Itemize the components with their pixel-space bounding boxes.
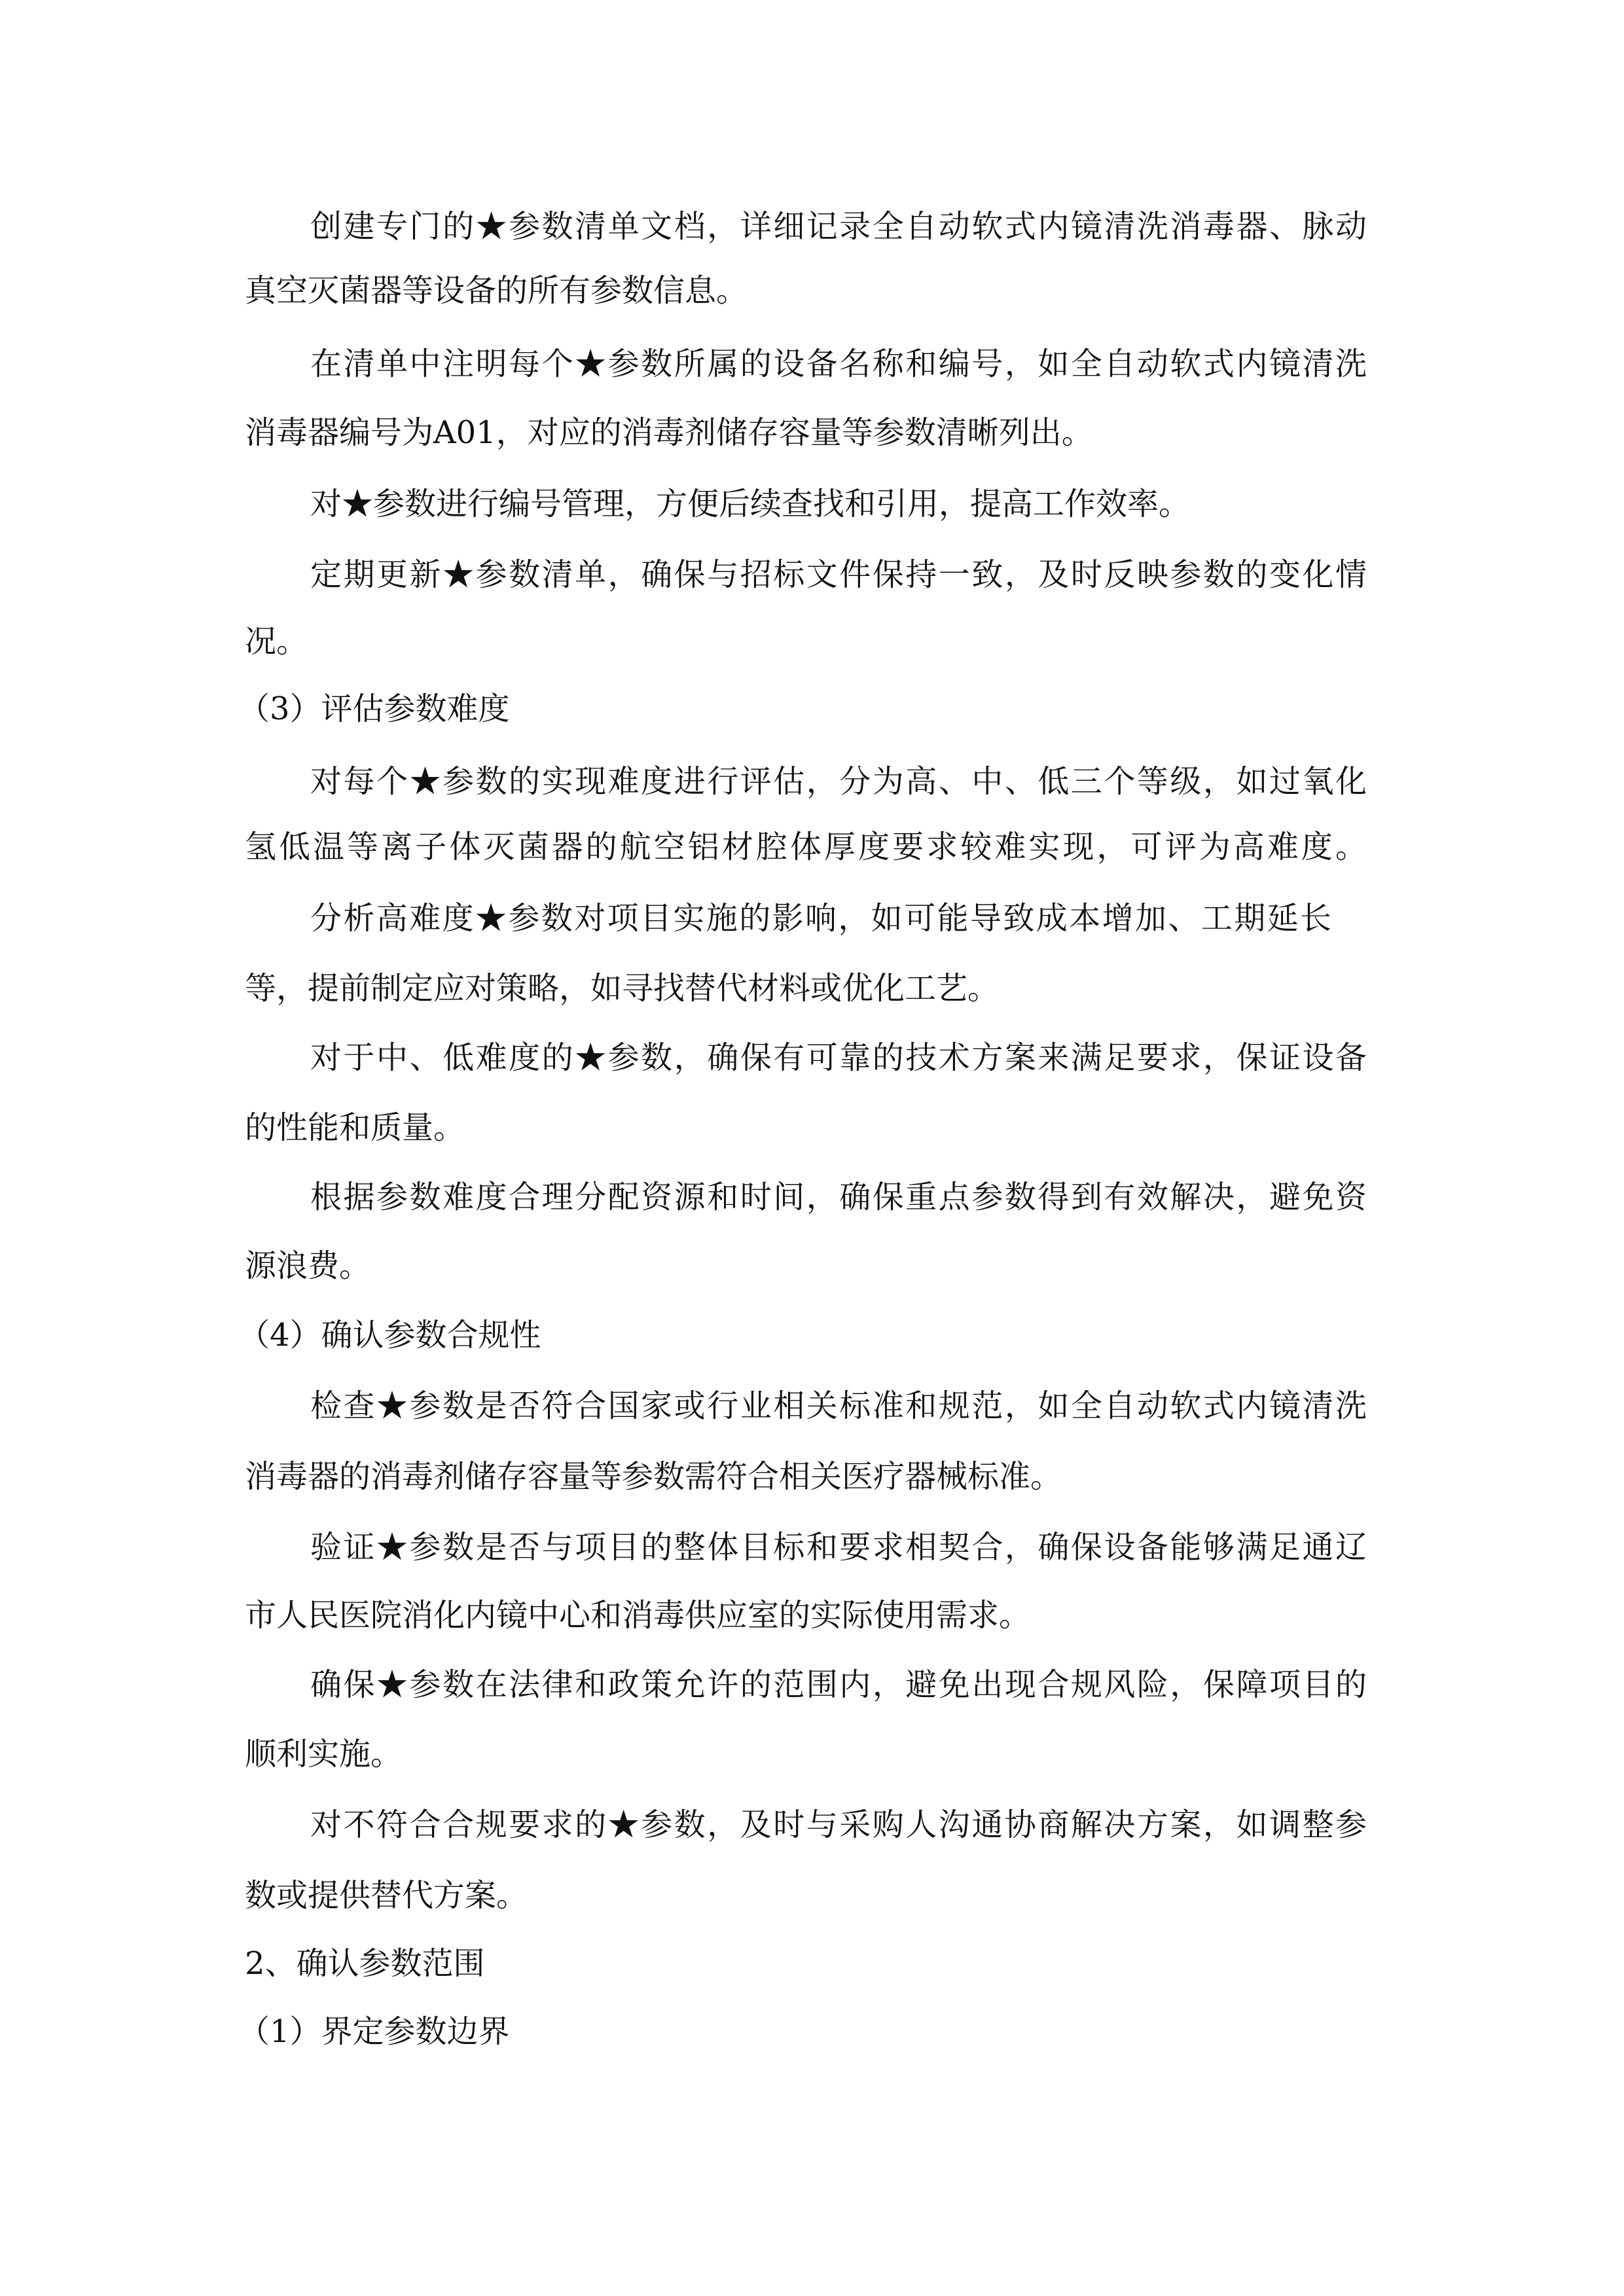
text-line: 创建专门的★参数清单文档，详细记录全自动软式内镜清洗消毒器、脉动 — [310, 208, 1367, 245]
section-heading-evaluate-difficulty: （3）评估参数难度 — [238, 691, 510, 727]
text-line: 况。 — [245, 623, 308, 660]
text-line: 定期更新★参数清单，确保与招标文件保持一致，及时反映参数的变化情 — [310, 556, 1367, 593]
text-line: 确保★参数在法律和政策允许的范围内，避免出现合规风险，保障项目的 — [310, 1666, 1367, 1703]
text-line: 检查★参数是否符合国家或行业相关标准和规范，如全自动软式内镜清洗 — [310, 1388, 1367, 1424]
section-heading-define-boundaries: （1）界定参数边界 — [238, 2013, 510, 2050]
text-line: 对于中、低难度的★参数，确保有可靠的技术方案来满足要求，保证设备 — [310, 1039, 1367, 1076]
text-line: 源浪费。 — [245, 1247, 371, 1284]
text-line: 数或提供替代方案。 — [245, 1877, 528, 1914]
text-line: 顺利实施。 — [245, 1736, 403, 1772]
text-line: 在清单中注明每个★参数所属的设备名称和编号，如全自动软式内镜清洗 — [310, 346, 1367, 382]
text-line: 对每个★参数的实现难度进行评估，分为高、中、低三个等级，如过氧化 — [310, 763, 1367, 800]
text-line: 等，提前制定应对策略，如寻找替代材料或优化工艺。 — [245, 970, 1000, 1007]
text-line: 市人民医院消化内镜中心和消毒供应室的实际使用需求。 — [245, 1597, 1031, 1634]
text-line: 的性能和质量。 — [245, 1109, 465, 1146]
text-line: 验证★参数是否与项目的整体目标和要求相契合，确保设备能够满足通辽 — [310, 1529, 1367, 1566]
text-line: 分析高难度★参数对项目实施的影响，如可能导致成本增加、工期延长 — [310, 900, 1331, 937]
text-line: 对不符合合规要求的★参数，及时与采购人沟通协商解决方案，如调整参 — [310, 1806, 1367, 1843]
text-line: 真空灭菌器等设备的所有参数信息。 — [245, 272, 748, 309]
text-line: 对★参数进行编号管理，方便后续查找和引用，提高工作效率。 — [310, 486, 1191, 522]
section-heading-confirm-range: 2、确认参数范围 — [245, 1945, 485, 1982]
text-line: 消毒器的消毒剂储存容量等参数需符合相关医疗器械标准。 — [245, 1458, 1062, 1495]
section-heading-compliance: （4）确认参数合规性 — [238, 1317, 541, 1354]
text-line: 氢低温等离子体灭菌器的航空铝材腔体厚度要求较难实现，可评为高难度。 — [245, 829, 1367, 865]
text-line: 根据参数难度合理分配资源和时间，确保重点参数得到有效解决，避免资 — [310, 1179, 1367, 1215]
text-line: 消毒器编号为A01，对应的消毒剂储存容量等参数清晰列出。 — [245, 414, 1093, 451]
